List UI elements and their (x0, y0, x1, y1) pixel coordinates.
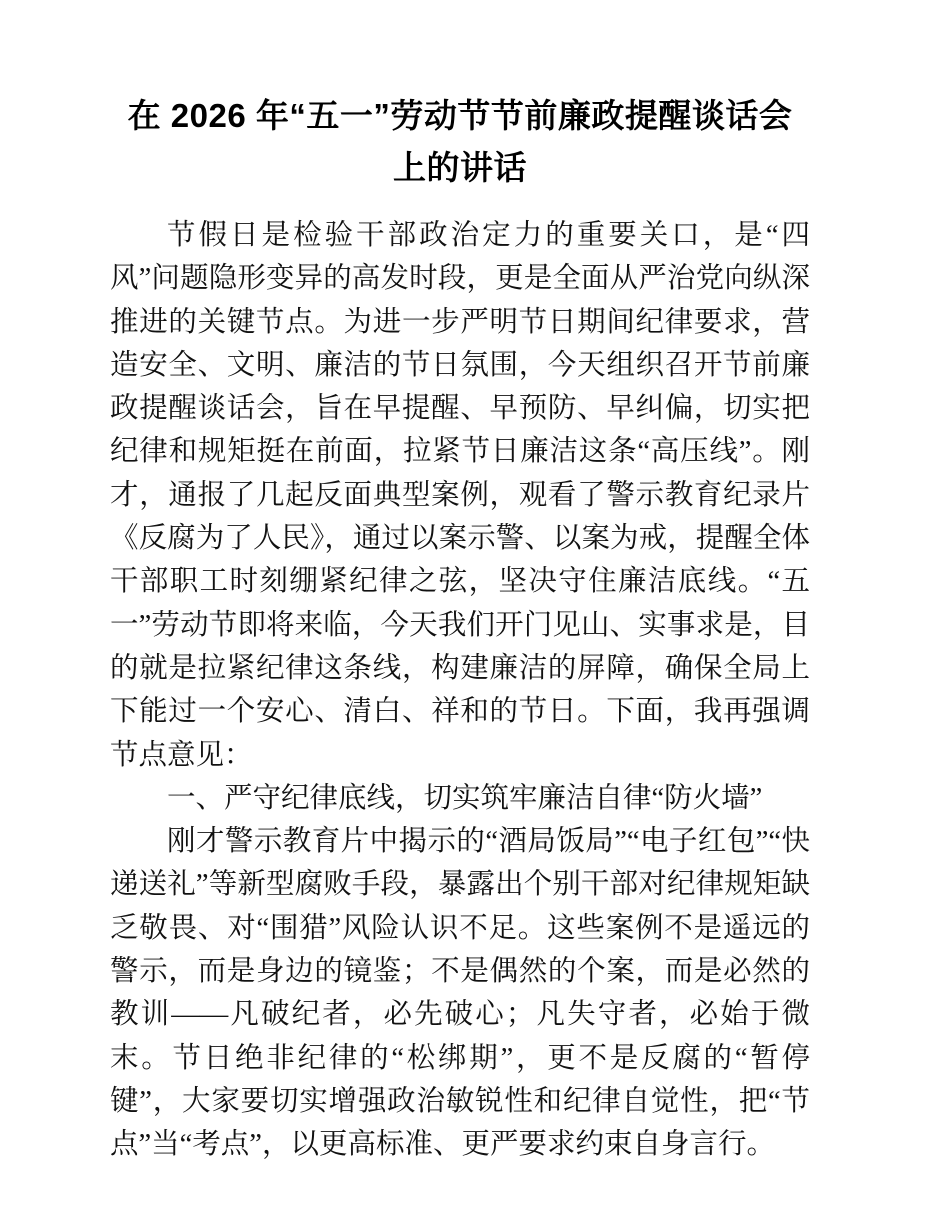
page-title (110, 0, 810, 194)
page-title-line-2: 上的讲话 (393, 149, 527, 186)
section-1-paragraph: 刚才警示教育片中揭示的“酒局饭局”“电子红包”“快递送礼”等新型腐败手段，暴露出个别干部对纪律规矩缺乏敬畏、对“围猎”风险认识不足。这些案例不是遥远的警示，而是身边的镜鉴；不是偶然的个案，而是必然的教训——凡破纪者，必先破心；凡失守者，必始于微末。节日绝非纪律的“松绑期”，更不是反腐的“暂停键”，大家要切实增强政治敏锐性和纪律自觉性，把“节点”当“考点”，以更高标准、更严要求约束自身言行。 (110, 826, 810, 1161)
page-title-line-1: 在 2026 年“五一”劳动节节前廉政提醒谈话会 (127, 97, 793, 134)
document-content-column (110, 0, 810, 1167)
section-heading-1: 一、严守纪律底线，切实筑牢廉洁自律“防火墙” (167, 782, 763, 814)
opening-paragraph: 节假日是检验干部政治定力的重要关口，是“四风”问题隐形变异的高发时段，更是全面从严治党向纵深推进的关键节点。为进一步严明节日期间纪律要求，营造安全、文明、廉洁的节日氛围，今天组织召开节前廉政提醒谈话会，旨在早提醒、早预防、早纠偏，切实把纪律和规矩挺在前面，拉紧节日廉洁这条“高压线”。刚才，通报了几起反面典型案例，观看了警示教育纪录片《反腐为了人民》，通过以案示警、以案为戒，提醒全体干部职工时刻绷紧纪律之弦，坚决守住廉洁底线。“五一”劳动节即将来临，今天我们开门见山、实事求是，目的就是拉紧纪律这条线，构建廉洁的屏障，确保全局上下能过一个安心、清白、祥和的节日。下面，我再强调节点意见： (110, 220, 810, 771)
